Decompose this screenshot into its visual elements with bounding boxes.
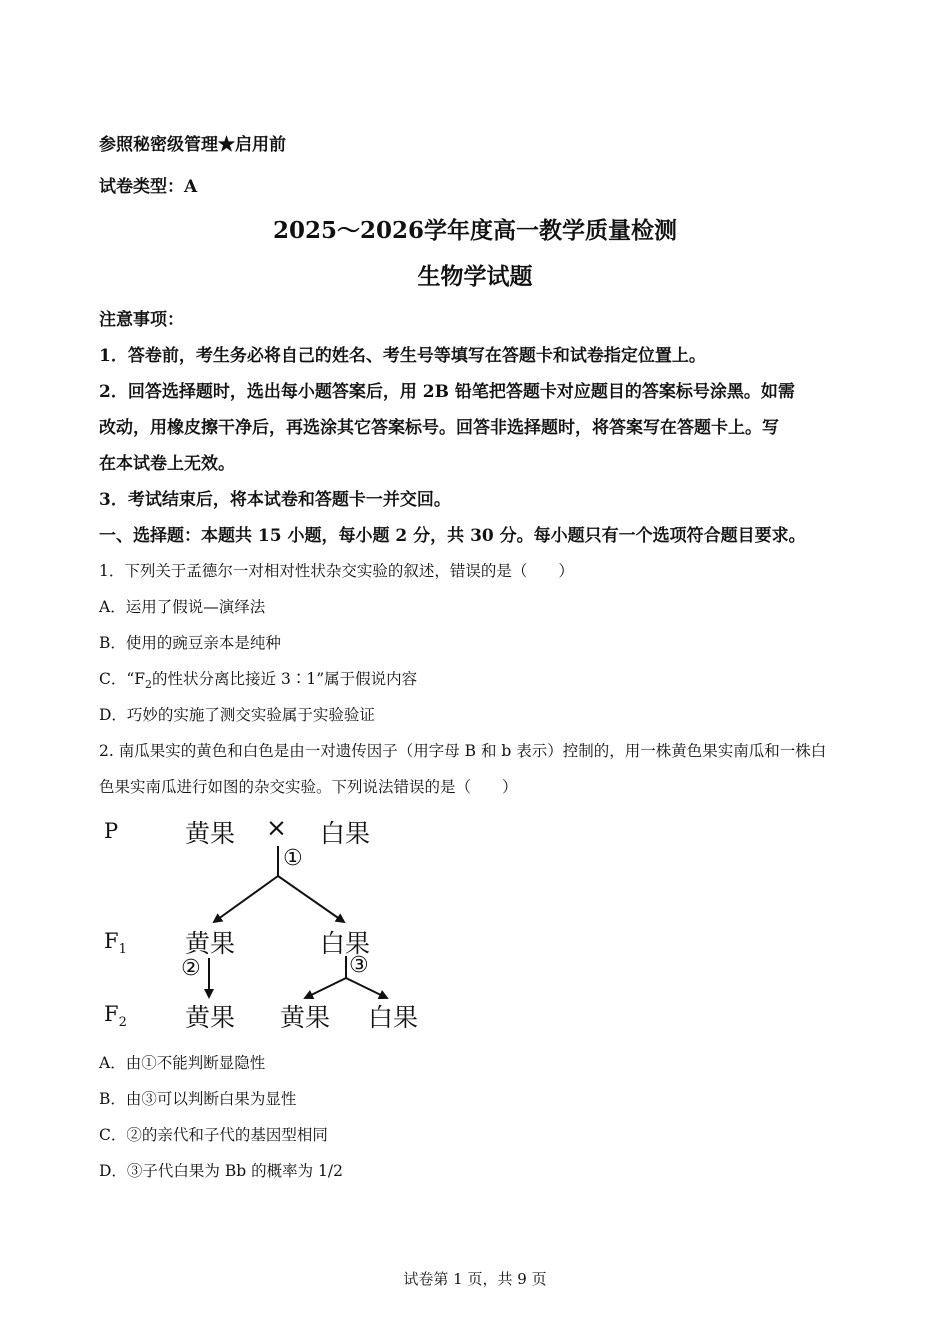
q1-option-c-sub: 2 — [145, 678, 153, 692]
generation-p: P — [104, 819, 119, 843]
arrow-to-f2-white — [346, 978, 387, 998]
notice-heading: 注意事项： — [99, 310, 184, 330]
notice-item-2-line-1: 2．回答选择题时，选出每小题答案后，用 2B 铅笔把答题卡对应题目的答案标号涂黑。如需 — [99, 382, 795, 402]
generation-f1-letter: F — [104, 929, 119, 953]
mark-3: ③ — [349, 953, 369, 978]
q2-option-c: C．②的亲代和子代的基因型相同 — [99, 1126, 328, 1144]
arrow-to-f1-yellow — [214, 876, 278, 922]
generation-f2-sub: 2 — [118, 1015, 127, 1031]
generation-f2-letter: F — [104, 1002, 119, 1026]
arrow-to-f2-yellow — [305, 978, 346, 998]
section-heading: 一、选择题：本题共 15 小题，每小题 2 分，共 30 分。每小题只有一个选项符合题目要求。 — [99, 526, 806, 546]
f1-yellow-fruit: 黄果 — [185, 929, 236, 958]
p-white-fruit: 白果 — [320, 819, 371, 848]
notice-item-2-line-2: 改动，用橡皮擦干净后，再选涂其它答案标号。回答非选择题时，将答案写在答题卡上。写 — [99, 418, 779, 438]
q1-option-c-post: 的性状分离比接近 3∶1”属于假说内容 — [152, 670, 418, 688]
q1-option-a: A．运用了假说—演绎法 — [99, 598, 266, 616]
q2-option-d: D．③子代白果为 Bb 的概率为 1/2 — [99, 1162, 343, 1180]
page-footer: 试卷第 1 页，共 9 页 — [403, 1270, 547, 1288]
subject-title: 生物学试题 — [417, 263, 533, 290]
q2-option-a: A．由①不能判断显隐性 — [99, 1054, 266, 1072]
paper-type: 试卷类型：A — [99, 177, 198, 197]
f2-yellow-fruit-a: 黄果 — [185, 1003, 236, 1032]
exam-title: 2025～2026学年度高一教学质量检测 — [272, 217, 678, 244]
q1-option-b: B．使用的豌豆亲本是纯种 — [99, 634, 281, 652]
q2-stem-line-2: 色果实南瓜进行如图的杂交实验。下列说法错误的是（ ） — [99, 778, 518, 796]
security-level: 参照秘密级管理★启用前 — [99, 135, 286, 155]
f1-white-fruit: 白果 — [320, 929, 371, 958]
q2-option-b: B．由③可以判断白果为显性 — [99, 1090, 297, 1108]
notice-item-2-line-3: 在本试卷上无效。 — [99, 454, 235, 474]
mark-1: ① — [283, 846, 303, 871]
q2-stem-line-1: 2. 南瓜果实的黄色和白色是由一对遗传因子（用字母 B 和 b 表示）控制的，用一株黄色果实南瓜和一株白 — [99, 742, 827, 760]
p-yellow-fruit: 黄果 — [185, 819, 236, 848]
arrow-to-f1-white — [278, 876, 344, 922]
notice-item-3: 3．考试结束后，将本试卷和答题卡一并交回。 — [99, 490, 451, 510]
f2-white-fruit: 白果 — [368, 1003, 419, 1032]
notice-item-1: 1．答卷前，考生务必将自己的姓名、考生号等填写在答题卡和试卷指定位置上。 — [99, 346, 706, 366]
f2-yellow-fruit-b: 黄果 — [280, 1003, 331, 1032]
q1-option-c-pre: C．“F — [99, 670, 146, 688]
q1-option-d: D．巧妙的实施了测交实验属于实验验证 — [99, 706, 375, 724]
generation-f2 — [104, 1002, 127, 1030]
generation-f1-sub: 1 — [118, 942, 127, 958]
cross-symbol: × — [266, 813, 287, 842]
q1-stem: 1．下列关于孟德尔一对相对性状杂交实验的叙述，错误的是（ ） — [99, 562, 574, 580]
generation-f1 — [104, 929, 127, 957]
mark-2: ② — [181, 956, 201, 981]
